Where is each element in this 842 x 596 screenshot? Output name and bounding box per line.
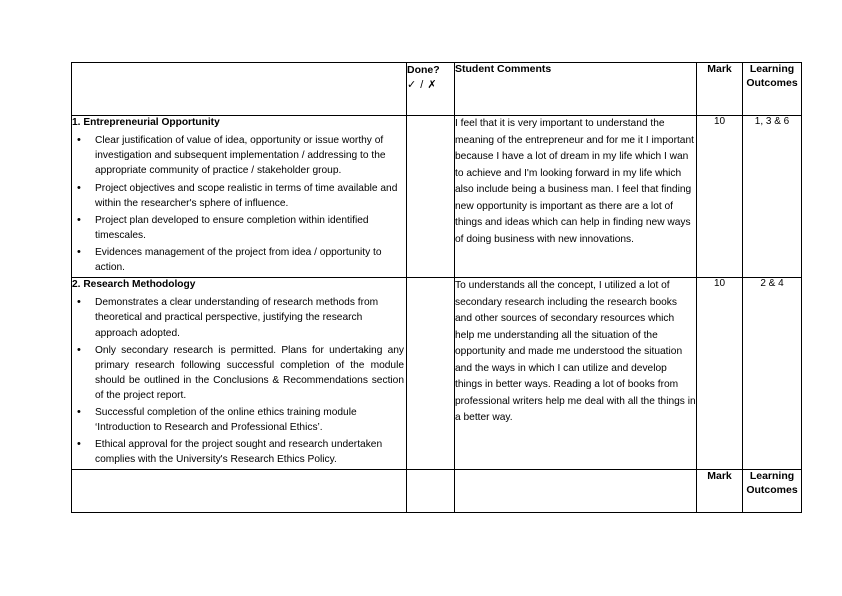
done-checkbox-cell[interactable] (407, 116, 455, 278)
student-comments-text: To understands all the concept, I utilized a lot of secondary research including the research books and other sources of secondary resources which help me understanding all the situation of the opportunity and made me understood the situation and the ways in which I can utilize and develop things in better ways. Reading a lot of books from professional writers help me deal with all the things in a better way. (455, 280, 696, 424)
criteria-bullet: • Demonstrates a clear understanding of research methods from theoretical and practical perspective, justifying the research approach adopted. (72, 295, 406, 340)
header-cell-mark (697, 63, 743, 116)
criteria-bullet: • Only secondary research is permitted. Plans for undertaking any primary research following successful completion of the module should be outlined in the Conclusions & Recommendations section of the project report. (72, 343, 406, 403)
criteria-cell (72, 278, 407, 470)
header-cell-done (407, 63, 455, 116)
criteria-bullet-list (72, 295, 406, 467)
criteria-title: 1. Entrepreneurial Opportunity (72, 117, 220, 128)
mark-cell[interactable] (697, 278, 743, 470)
criteria-bullet: • Clear justification of value of idea, opportunity or issue worthy of investigation and subsequent implementation / addressing to the appropriate community of practice / stakeholder group. (72, 133, 406, 178)
student-comments-text: I feel that it is very important to understand the meaning of the entrepreneur and for me it I important because I have a lot of dream in my life which I wan to achieve and I'm looking forward in my life which also include being a business man. I feel that finding new opportunity is important as there are a lot of things and ideas which can help in finding new ways of doing business with new innovations. (455, 118, 694, 245)
criteria-title: 2. Research Methodology (72, 279, 196, 291)
table-row (72, 116, 802, 278)
check-cross-icon: ✓ / ✗ (407, 79, 438, 92)
mark-cell[interactable] (697, 116, 743, 278)
criteria-bullet: • Ethical approval for the project sought and research undertaken complies with the University's Research Ethics Policy. (72, 437, 406, 467)
header-outcomes-label-line2: Outcomes (746, 76, 798, 89)
table-footer-row (72, 470, 802, 513)
criteria-bullet: • Project objectives and scope realistic in terms of time available and within the researcher's sphere of influence. (72, 181, 406, 211)
footer-cell-done (407, 470, 455, 513)
footer-cell-criteria (72, 470, 407, 513)
student-comments-cell[interactable] (455, 116, 697, 278)
footer-outcomes-label-line1: Learning (749, 470, 795, 483)
header-comments-label: Student Comments (455, 63, 552, 75)
footer-cell-comments (455, 470, 697, 513)
criteria-bullet-list (72, 133, 406, 275)
criteria-bullet: • Evidences management of the project from idea / opportunity to action. (72, 245, 406, 275)
footer-outcomes-label-line2: Outcomes (746, 484, 798, 497)
mark-value: 10 (713, 278, 726, 290)
header-outcomes-label-line1: Learning (749, 63, 795, 75)
header-mark-label: Mark (707, 63, 732, 75)
learning-outcomes-value: 1, 3 & 6 (754, 116, 790, 127)
header-cell-student-comments (455, 63, 697, 116)
assessment-criteria-table (71, 62, 802, 513)
mark-value: 10 (713, 116, 726, 127)
header-done-label: Done? (407, 64, 440, 76)
table-row (72, 278, 802, 470)
footer-cell-mark (697, 470, 743, 513)
learning-outcomes-cell (743, 116, 802, 278)
criteria-bullet: • Project plan developed to ensure completion within identified timescales. (72, 213, 406, 243)
learning-outcomes-value: 2 & 4 (760, 278, 784, 290)
criteria-bullet: • Successful completion of the online ethics training module ‘Introduction to Research and Professional Ethics’. (72, 405, 406, 435)
header-cell-criteria (72, 63, 407, 116)
learning-outcomes-cell (743, 278, 802, 470)
student-comments-cell[interactable] (455, 278, 697, 470)
done-checkbox-cell[interactable] (407, 278, 455, 470)
criteria-cell (72, 116, 407, 278)
footer-mark-label: Mark (707, 470, 732, 483)
footer-cell-learning-outcomes (743, 470, 802, 513)
table-header-row (72, 63, 802, 116)
header-cell-learning-outcomes (743, 63, 802, 116)
